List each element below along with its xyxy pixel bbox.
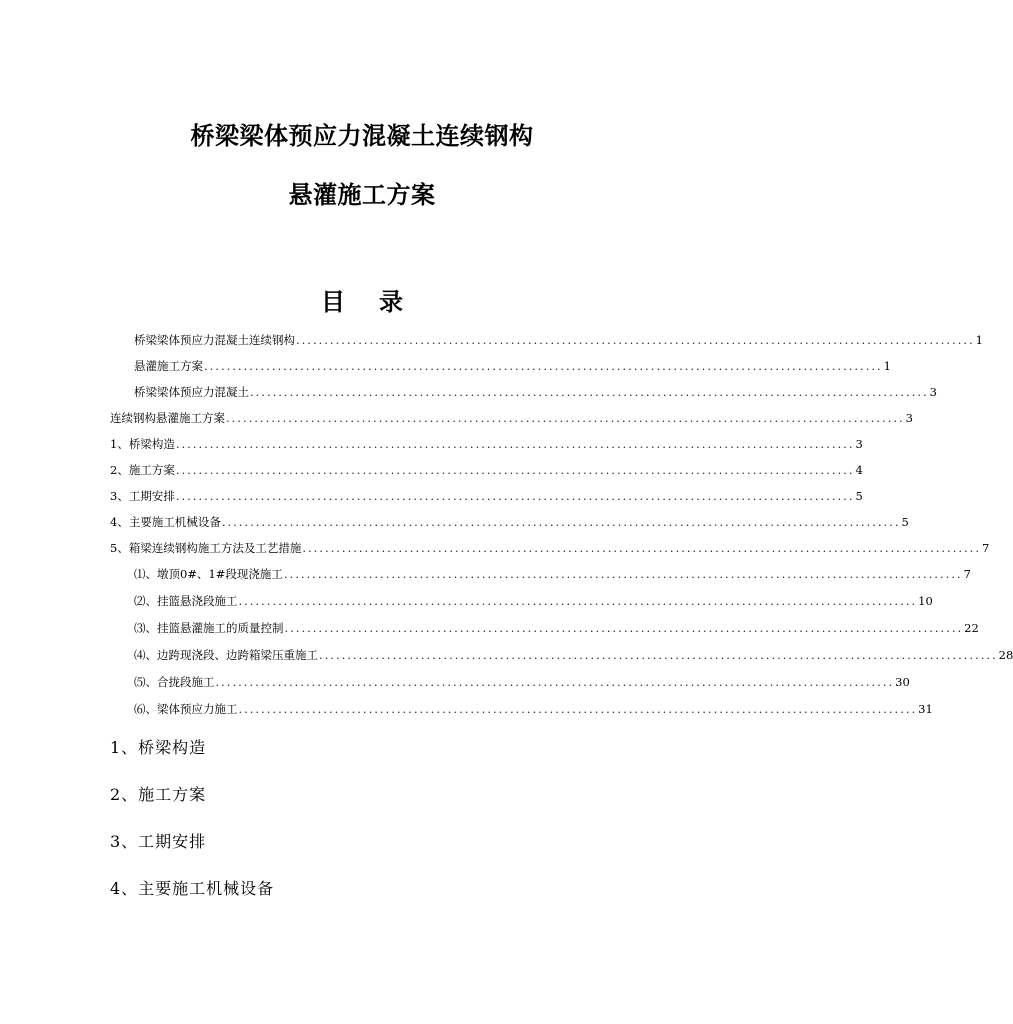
section-heading: 2、施工方案 <box>110 785 207 804</box>
toc-leader: ........................................................................................................................ <box>283 567 963 581</box>
toc-entry-page: 10 <box>918 594 933 608</box>
toc-entry[interactable] <box>110 462 863 478</box>
toc-entry[interactable] <box>134 593 933 609</box>
toc-leader: ........................................................................................................................ <box>175 489 855 503</box>
toc-entry-label: ⑶、挂篮悬灌施工的质量控制 <box>134 621 284 635</box>
toc-entry[interactable] <box>110 540 990 556</box>
toc-entry-label: 桥梁梁体预应力混凝土 <box>134 385 249 399</box>
toc-entry[interactable] <box>134 674 910 690</box>
toc-entry-page: 7 <box>963 567 971 581</box>
toc-leader: ........................................................................................................................ <box>238 594 918 608</box>
toc-leader: ........................................................................................................................ <box>250 385 929 399</box>
toc-leader: ........................................................................................................................ <box>302 541 981 555</box>
toc-entry-page: 3 <box>855 437 863 451</box>
toc-entry[interactable] <box>134 332 983 348</box>
toc-entry-label: 1、桥梁构造 <box>110 437 175 451</box>
toc-entry[interactable] <box>134 566 971 582</box>
toc-leader: ........................................................................................................................ <box>204 359 883 373</box>
toc-leader: ........................................................................................................................ <box>226 411 905 425</box>
toc-entry-page: 4 <box>855 463 863 477</box>
section-heading: 1、桥梁构造 <box>110 738 207 757</box>
toc-leader: ........................................................................................................................ <box>284 621 964 635</box>
toc-entry-page: 30 <box>895 675 910 689</box>
toc-heading <box>0 282 724 317</box>
toc-entry-label: ⑷、边跨现浇段、边跨箱梁压重施工 <box>134 648 318 662</box>
toc-leader: ........................................................................................................................ <box>296 333 975 347</box>
toc-leader: ........................................................................................................................ <box>238 702 918 716</box>
toc-entry[interactable] <box>110 488 863 504</box>
document-title-line1: 桥梁梁体预应力混凝土连续钢构 <box>190 122 534 150</box>
toc-entry-label: 桥梁梁体预应力混凝土连续钢构 <box>134 333 295 347</box>
toc-entry[interactable] <box>110 410 913 426</box>
toc-entry-page: 28 <box>998 648 1013 662</box>
toc-leader: ........................................................................................................................ <box>319 648 998 662</box>
toc-entry-label: ⑹、梁体预应力施工 <box>134 702 238 716</box>
toc-leader: ........................................................................................................................ <box>175 463 855 477</box>
toc-entry-label: 3、工期安排 <box>110 489 175 503</box>
toc-entry-label: ⑸、合拢段施工 <box>134 675 215 689</box>
toc-entry-label: 5、箱梁连续钢构施工方法及工艺措施 <box>110 541 302 555</box>
toc-entry-label: 连续钢构悬灌施工方案 <box>110 411 225 425</box>
toc-entry[interactable] <box>110 514 909 530</box>
toc-entry-label: 4、主要施工机械设备 <box>110 515 221 529</box>
document-title-line2: 悬灌施工方案 <box>288 181 436 209</box>
section-heading: 3、工期安排 <box>110 832 207 851</box>
toc-leader: ........................................................................................................................ <box>215 675 895 689</box>
section-heading: 4、主要施工机械设备 <box>110 879 275 898</box>
toc-entry-page: 7 <box>982 541 990 555</box>
toc-heading-part2: 录 <box>379 288 403 316</box>
toc-entry-page: 1 <box>883 359 891 373</box>
toc-entry[interactable] <box>134 384 937 400</box>
toc-heading-part1: 目 <box>321 288 345 316</box>
toc-entry[interactable] <box>134 620 979 636</box>
toc-entry-page: 22 <box>964 621 979 635</box>
toc-entry[interactable] <box>134 647 1013 663</box>
toc-leader: ........................................................................................................................ <box>221 515 901 529</box>
toc-entry-label: ⑵、挂篮悬浇段施工 <box>134 594 238 608</box>
toc-entry-label: 2、施工方案 <box>110 463 175 477</box>
toc-entry-label: 悬灌施工方案 <box>134 359 203 373</box>
toc-entry-page: 3 <box>929 385 937 399</box>
toc-leader: ........................................................................................................................ <box>175 437 855 451</box>
toc-entry[interactable] <box>110 436 863 452</box>
toc-entry[interactable] <box>134 701 933 717</box>
toc-entry-page: 5 <box>901 515 909 529</box>
toc-entry-page: 31 <box>918 702 933 716</box>
toc-entry[interactable] <box>134 358 891 374</box>
toc-entry-page: 5 <box>855 489 863 503</box>
toc-entry-label: ⑴、墩顶0#、1#段现浇施工 <box>134 567 283 581</box>
toc-entry-page: 3 <box>905 411 913 425</box>
toc-entry-page: 1 <box>975 333 983 347</box>
